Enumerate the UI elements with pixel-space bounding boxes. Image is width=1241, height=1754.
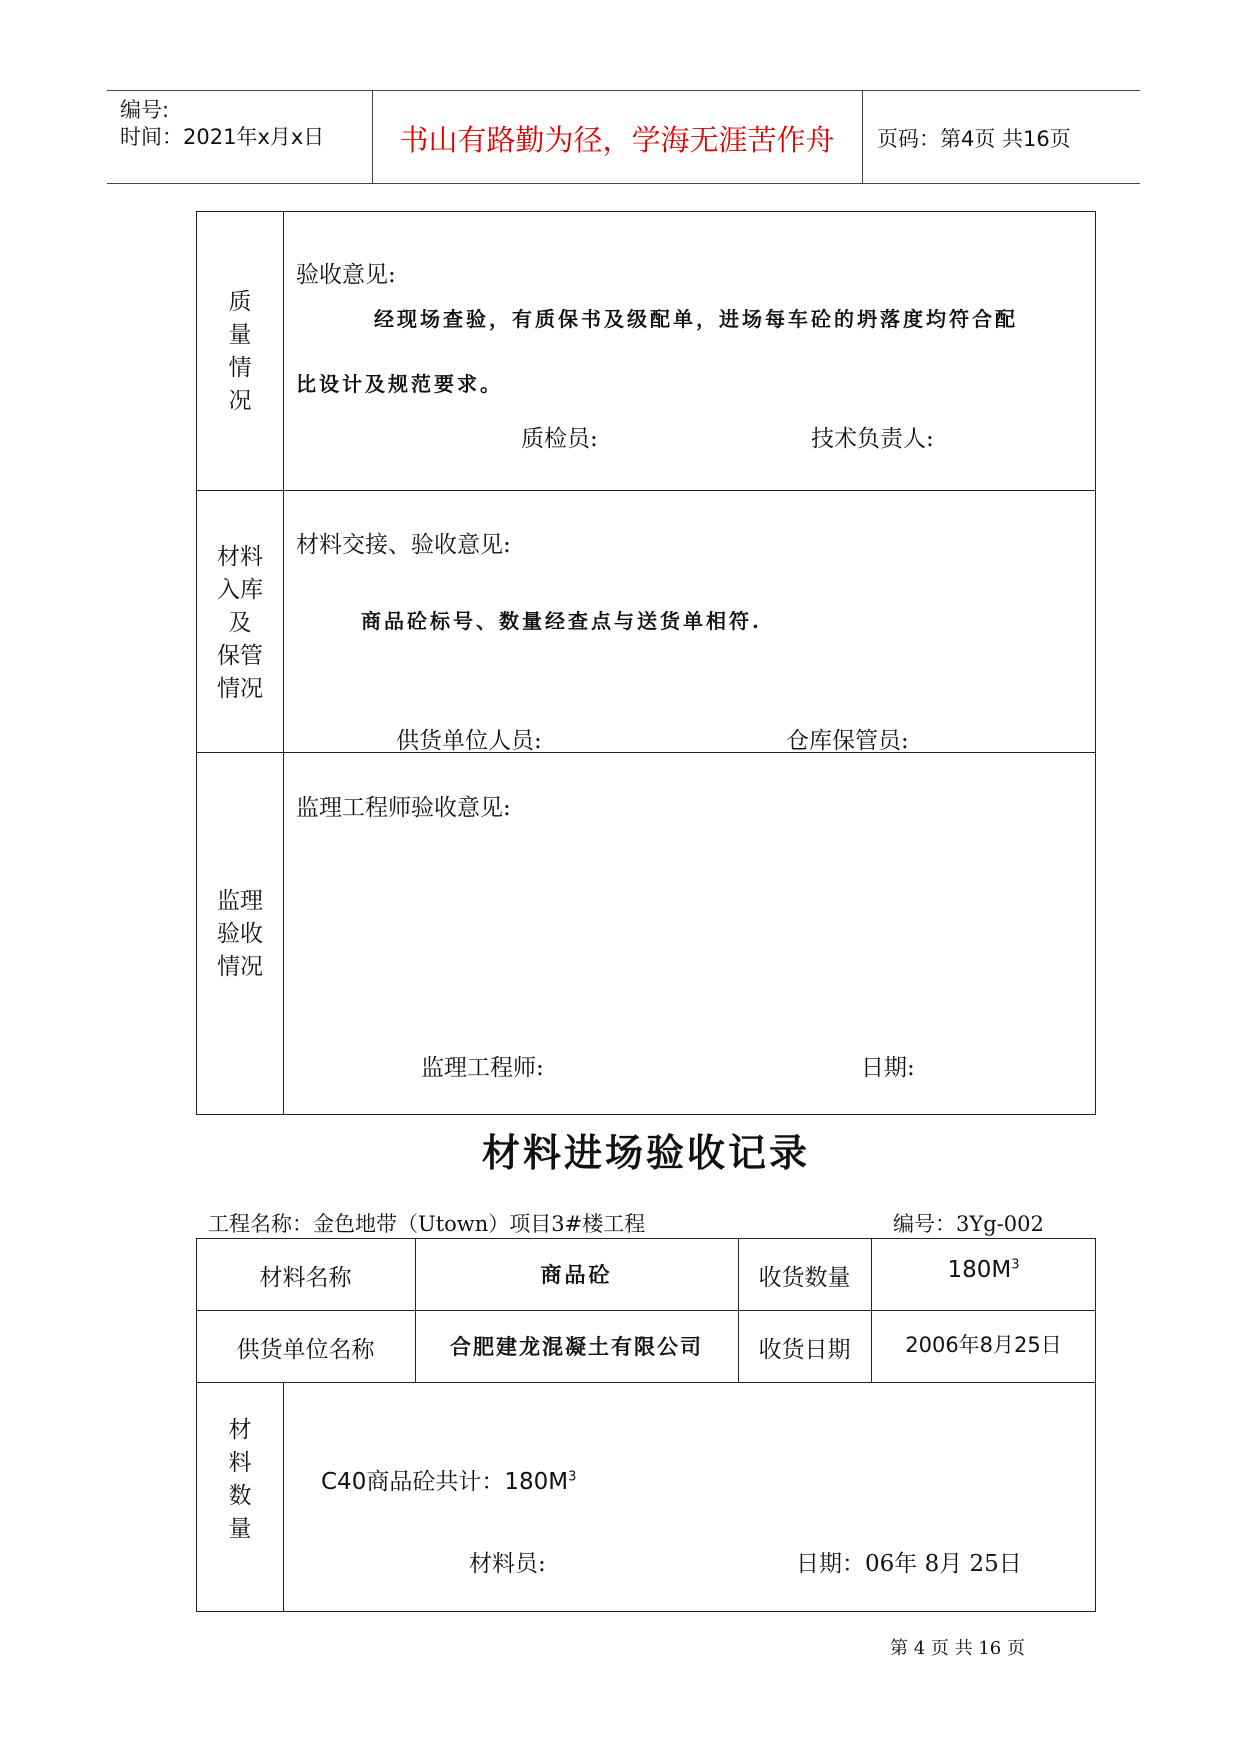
record-table-row-divider-1 [196, 1310, 1096, 1311]
material-name-value: 商品砼 [540, 1262, 613, 1287]
supplier-staff-label: 供货单位人员: [396, 728, 542, 754]
received-date-label: 收货日期 [758, 1337, 851, 1363]
storage-opinion: 商品砼标号、数量经查点与送货单相符. [361, 609, 762, 633]
supervision-engineer-label: 监理工程师: [421, 1055, 544, 1081]
supervision-side-label: 监理 验收 情况 [217, 888, 263, 980]
inspection-table-row-divider-1 [196, 490, 1096, 491]
supplier-value: 合肥建龙混凝土有限公司 [450, 1334, 703, 1359]
record-code-label: 编号：3Yg-002 [893, 1212, 1044, 1236]
footer-page-number: 第 4 页 共 16 页 [890, 1638, 1025, 1659]
received-qty-label: 收货数量 [758, 1265, 851, 1291]
material-clerk-label: 材料员: [469, 1551, 546, 1577]
received-date-value: 2006年8月25日 [905, 1333, 1062, 1357]
received-qty-value: $180M^3$ [947, 1257, 1020, 1283]
header-time-label: 时间：2021年x月x日 [120, 125, 325, 149]
quality-opinion-line-1: 经现场查验，有质保书及级配单，进场每车砼的坍落度均符合配 [374, 307, 1018, 331]
header-top-rule [107, 90, 1140, 91]
storage-side-label: 材料 入库 及 保管 情况 [217, 544, 263, 702]
record-table-col-divider-4 [283, 1382, 284, 1612]
header-divider-right [862, 90, 863, 183]
record-date-label: 日期：06年 8月 25日 [796, 1551, 1022, 1577]
material-name-label: 材料名称 [259, 1265, 352, 1291]
warehouse-keeper-label: 仓库保管员: [786, 728, 909, 754]
project-name-label: 工程名称：金色地带（Utown）项目3#楼工程 [208, 1212, 646, 1236]
header-bottom-rule [107, 183, 1140, 184]
header-page-label: 页码：第4页 共16页 [877, 127, 1071, 151]
quantity-side-label: 材 料 数 量 [228, 1417, 252, 1542]
supervision-heading: 监理工程师验收意见: [296, 795, 511, 821]
quantity-text: C40商品砼共计：$180M^3$ [321, 1469, 577, 1495]
quality-opinion-line-2: 比设计及规范要求。 [296, 372, 503, 396]
inspection-table [196, 211, 1096, 1115]
quality-heading: 验收意见: [296, 262, 396, 288]
storage-heading: 材料交接、验收意见: [296, 532, 511, 558]
supplier-label: 供货单位名称 [236, 1337, 375, 1363]
record-title: 材料进场验收记录 [481, 1131, 810, 1175]
supervision-date-label: 日期: [861, 1055, 915, 1081]
tech-lead-label: 技术负责人: [811, 426, 934, 452]
quality-side-label: 质 量 情 况 [228, 289, 252, 414]
inspection-table-column-divider [283, 211, 284, 1115]
header-number-label: 编号: [120, 98, 170, 122]
header-slogan: 书山有路勤为径，学海无涯苦作舟 [399, 123, 835, 157]
record-table-row-divider-2 [196, 1382, 1096, 1383]
inspection-table-row-divider-2 [196, 752, 1096, 753]
quality-inspector-label: 质检员: [521, 426, 598, 452]
